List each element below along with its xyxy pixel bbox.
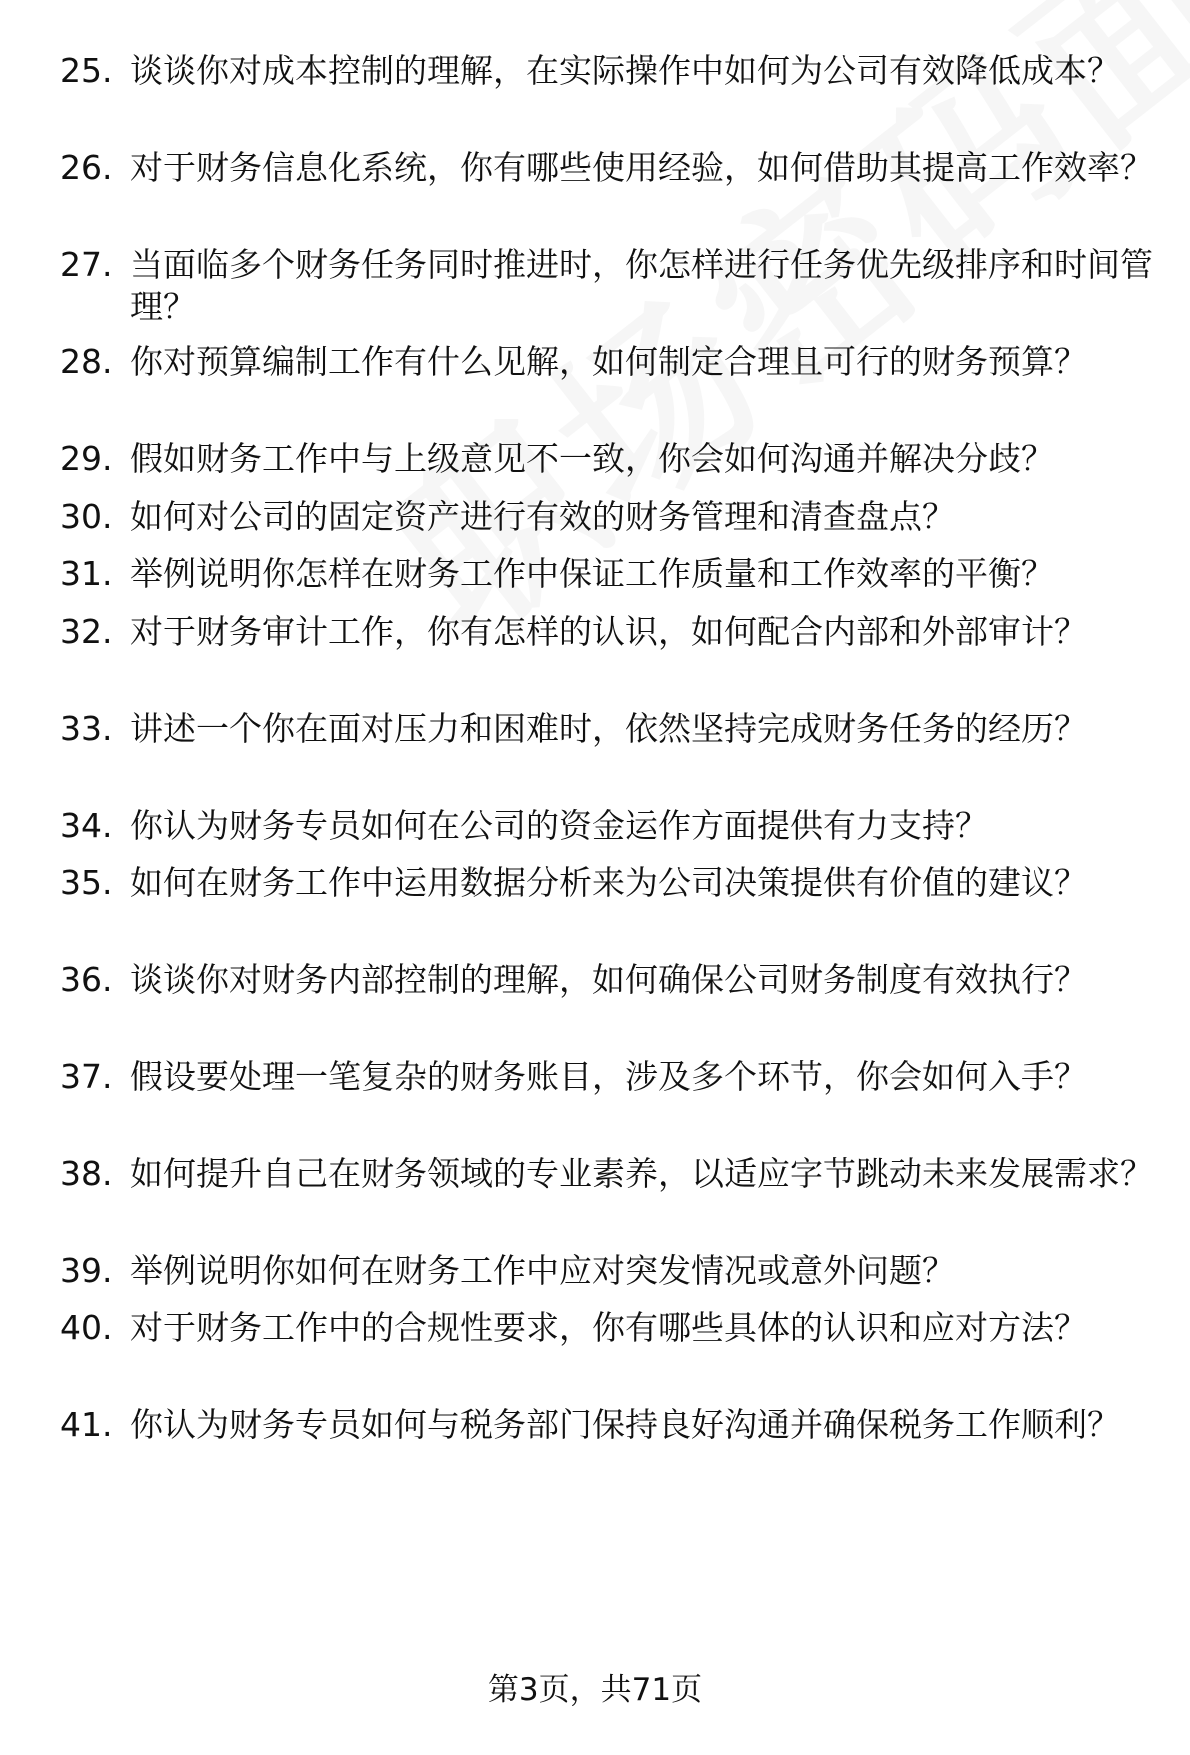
question-number: 25. [60, 51, 113, 90]
question-text: 讲述一个你在面对压力和困难时，依然坚持完成财务任务的经历？ [130, 709, 1087, 748]
question-item [60, 438, 1160, 480]
question-item [60, 147, 1160, 189]
question-text: 你对预算编制工作有什么见解，如何制定合理且可行的财务预算？ [130, 342, 1087, 381]
question-number: 38. [60, 1154, 113, 1193]
question-number: 36. [60, 960, 113, 999]
question-item [60, 862, 1160, 904]
question-item [60, 50, 1160, 92]
question-number: 39. [60, 1251, 113, 1290]
question-text: 对于财务信息化系统，你有哪些使用经验，如何借助其提高工作效率？ [130, 148, 1153, 187]
question-text: 对于财务工作中的合规性要求，你有哪些具体的认识和应对方法？ [130, 1308, 1087, 1347]
page-footer: 第3页，共71页 [487, 1672, 703, 1708]
question-text: 谈谈你对财务内部控制的理解，如何确保公司财务制度有效执行？ [130, 960, 1087, 999]
question-item [60, 1307, 1160, 1349]
question-text: 如何对公司的固定资产进行有效的财务管理和清查盘点？ [130, 497, 955, 536]
question-text: 你认为财务专员如何与税务部门保持良好沟通并确保税务工作顺利？ [130, 1405, 1120, 1444]
question-number: 26. [60, 148, 113, 187]
question-text: 举例说明你如何在财务工作中应对突发情况或意外问题？ [130, 1251, 955, 1290]
question-item [60, 1153, 1160, 1195]
question-number: 33. [60, 709, 113, 748]
question-number: 30. [60, 497, 113, 536]
question-number: 28. [60, 342, 113, 381]
question-item [60, 244, 1160, 328]
question-number: 41. [60, 1405, 113, 1444]
question-number: 32. [60, 612, 113, 651]
question-number: 27. [60, 245, 113, 284]
question-item [60, 1404, 1160, 1446]
question-item [60, 805, 1160, 847]
question-item [60, 496, 1160, 538]
question-text: 如何在财务工作中运用数据分析来为公司决策提供有价值的建议？ [130, 863, 1087, 902]
question-item [60, 1250, 1160, 1292]
question-text: 假设要处理一笔复杂的财务账目，涉及多个环节，你会如何入手？ [130, 1057, 1087, 1096]
question-number: 40. [60, 1308, 113, 1347]
question-item [60, 959, 1160, 1001]
question-text: 举例说明你怎样在财务工作中保证工作质量和工作效率的平衡？ [130, 554, 1054, 593]
question-number: 31. [60, 554, 113, 593]
question-text: 如何提升自己在财务领域的专业素养，以适应字节跳动未来发展需求？ [130, 1154, 1153, 1193]
question-number: 37. [60, 1057, 113, 1096]
question-item [60, 708, 1160, 750]
question-text: 你认为财务专员如何在公司的资金运作方面提供有力支持？ [130, 806, 988, 845]
question-text: 对于财务审计工作，你有怎样的认识，如何配合内部和外部审计？ [130, 612, 1087, 651]
question-text: 假如财务工作中与上级意见不一致，你会如何沟通并解决分歧？ [130, 439, 1054, 478]
question-item [60, 611, 1160, 653]
question-text: 谈谈你对成本控制的理解，在实际操作中如何为公司有效降低成本？ [130, 51, 1120, 90]
question-item [60, 1056, 1160, 1098]
question-item [60, 553, 1160, 595]
question-item [60, 341, 1160, 383]
question-text: 当面临多个财务任务同时推进时，你怎样进行任务优先级排序和时间管理？ [130, 245, 1153, 326]
question-number: 29. [60, 439, 113, 478]
question-number: 35. [60, 863, 113, 902]
question-number: 34. [60, 806, 113, 845]
